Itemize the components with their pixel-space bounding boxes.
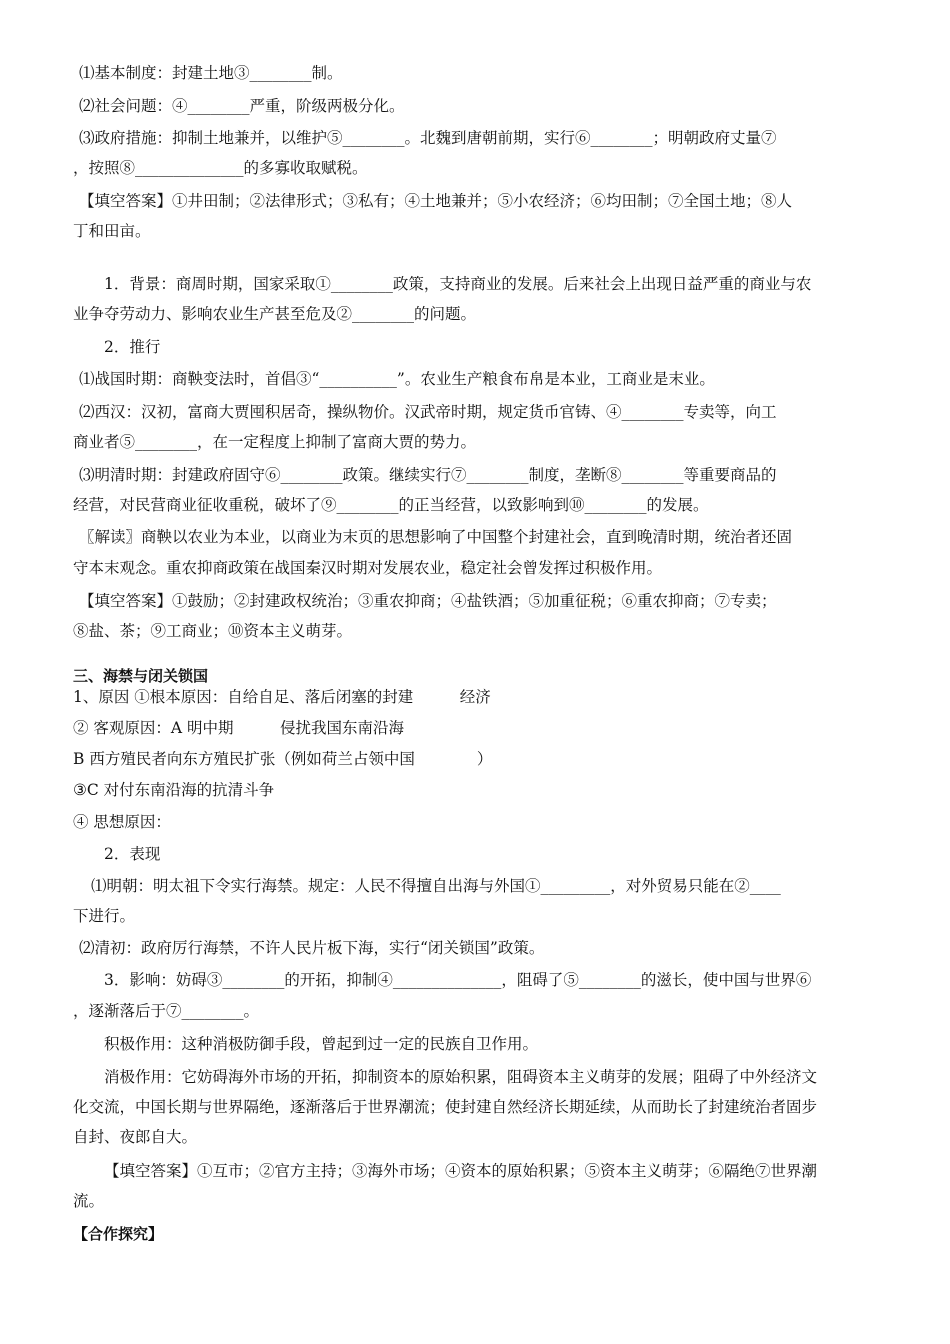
text-line: ⑵西汉：汉初，富商大贾囤积居奇，操纵物价。汉武帝时期，规定货币官铸、④________专卖等，向工	[79, 403, 777, 421]
text-line: ⑴明朝：明太祖下令实行海禁。规定：人民不得擅自出海与外国①_________，对外贸易只能在②____	[91, 877, 781, 895]
text-line: ③C 对付东南沿海的抗清斗争	[73, 781, 275, 799]
section-heading: 2．表现	[104, 845, 161, 863]
text-line: 1．背景：商周时期，国家采取①________政策，支持商业的发展。后来社会上出现日益严重的商业与农	[104, 275, 812, 293]
text-line: 下进行。	[73, 907, 136, 925]
answer-line: ⑧盐、茶；⑨工商业；⑩资本主义萌芽。	[73, 622, 353, 640]
text-line: ，逐渐落后于⑦________。	[73, 1002, 260, 1020]
text-line: B 西方殖民者向东方殖民扩张（例如荷兰占领中国 ）	[73, 750, 493, 768]
text-line: 商业者⑤________，在一定程度上抑制了富商大贾的势力。	[73, 433, 477, 451]
text-line: 经营，对民营商业征收重税，破坏了⑨________的正当经营，以致影响到⑩________的发展。	[73, 496, 709, 514]
text-line: ⑵社会问题：④________严重，阶级两极分化。	[79, 97, 405, 115]
section-title: 三、海禁与闭关锁国	[73, 667, 209, 685]
text-line: ② 客观原因：A 明中期 侵扰我国东南沿海	[73, 719, 405, 737]
text-line: ⑶明清时期：封建政府固守⑥________政策。继续实行⑦________制度，垄断⑧________等重要商品的	[79, 466, 777, 484]
answer-line: 【填空答案】①鼓励；②封建政权统治；③重农抑商；④盐铁酒；⑤加重征税；⑥重农抑商；⑦专卖；	[79, 592, 777, 610]
text-line: 积极作用：这种消极防御手段，曾起到过一定的民族自卫作用。	[104, 1035, 539, 1053]
text-line: 守本末观念。重农抑商政策在战国秦汉时期对发展农业，稳定社会曾发挥过积极作用。	[73, 559, 663, 577]
text-line: 自封、夜郎自大。	[73, 1128, 198, 1146]
answer-line: 【填空答案】①井田制；②法律形式；③私有；④土地兼并；⑤小农经济；⑥均田制；⑦全国土地；⑧人	[79, 192, 793, 210]
text-line: 1、原因 ①根本原因：自给自足、落后闭塞的封建 经济	[73, 688, 491, 706]
section-heading: 2．推行	[104, 338, 161, 356]
text-line: 业争夺劳动力、影响农业生产甚至危及②________的问题。	[73, 305, 477, 323]
text-line: ④ 思想原因：	[73, 813, 171, 831]
text-line: 消极作用：它妨碍海外市场的开拓，抑制资本的原始积累，阻碍资本主义萌芽的发展；阻碍了中外经济文	[104, 1068, 818, 1086]
text-line: 化交流，中国长期与世界隔绝，逐渐落后于世界潮流；使封建自然经济长期延续，从而助长了封建统治者固步	[73, 1098, 818, 1116]
text-line: ，按照⑧______________的多寡收取赋税。	[73, 159, 368, 177]
text-line: ⑶政府措施：抑制土地兼并，以维护⑤________。北魏到唐朝前期，实行⑥________；明朝政府丈量⑦	[79, 129, 777, 147]
text-line: 3．影响：妨碍③________的开拓，抑制④______________，阻碍了⑤________的滋长，使中国与世界⑥	[104, 971, 812, 989]
text-line: ⑴基本制度：封建土地③________制。	[79, 64, 343, 82]
answer-line: 【填空答案】①互市；②官方主持；③海外市场；④资本的原始积累；⑤资本主义萌芽；⑥隔绝⑦世界潮	[104, 1162, 818, 1180]
section-title: 【合作探究】	[73, 1225, 164, 1243]
text-line: ⑴战国时期：商鞅变法时，首倡③“__________”。农业生产粮食布帛是本业，工商业是末业。	[79, 370, 715, 388]
answer-line: 丁和田亩。	[73, 222, 151, 240]
text-line: 〖解读〗商鞅以农业为本业，以商业为末页的思想影响了中国整个封建社会，直到晚清时期，统治者还固	[79, 528, 793, 546]
answer-line: 流。	[73, 1192, 105, 1210]
text-line: ⑵清初：政府厉行海禁，不许人民片板下海，实行“闭关锁国”政策。	[79, 939, 545, 957]
